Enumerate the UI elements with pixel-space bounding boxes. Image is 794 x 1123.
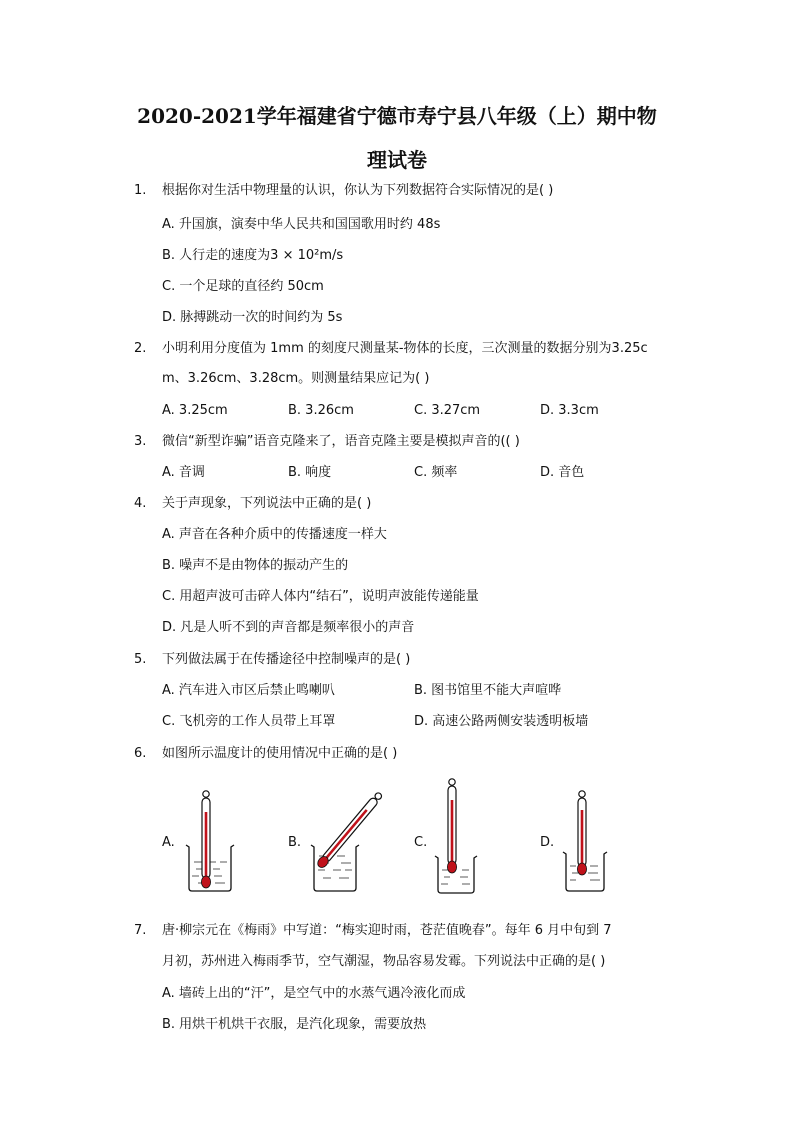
q2-option-b: B. 3.26cm <box>288 403 354 418</box>
q6-number: 6. <box>134 746 147 761</box>
page-title-line2: 理试卷 <box>367 148 427 172</box>
q3-option-a: A. 音调 <box>162 465 205 480</box>
q4-option-c: C. 用超声波可击碎人体内“结石”，说明声波能传递能量 <box>162 589 479 604</box>
q3-text: 微信“新型诈骗”语音克隆来了，语音克隆主要是模拟声音的(( ) <box>162 434 520 449</box>
q5-option-d: D. 高速公路两侧安装透明板墙 <box>414 714 589 729</box>
q5-option-c: C. 飞机旁的工作人员带上耳罩 <box>162 714 336 729</box>
q7-number: 7. <box>134 923 147 938</box>
q6-option-d: D. <box>540 835 555 850</box>
thermometer-figure-c <box>432 770 492 895</box>
q5-option-b: B. 图书馆里不能大声喧哗 <box>414 683 562 698</box>
q3-option-b: B. 响度 <box>288 465 332 480</box>
q2-number: 2. <box>134 341 147 356</box>
q3-number: 3. <box>134 434 147 449</box>
q5-number: 5. <box>134 652 147 667</box>
q1-option-d: D. 脉搏跳动一次的时间约为 5s <box>162 310 343 325</box>
q2-option-a: A. 3.25cm <box>162 403 228 418</box>
q3-option-c: C. 频率 <box>414 465 458 480</box>
q4-number: 4. <box>134 496 147 511</box>
q7-option-b: B. 用烘干机烘干衣服，是汽化现象，需要放热 <box>162 1017 427 1032</box>
thermometer-figure-b <box>305 770 390 895</box>
q7-text-line2: 月初，苏州进入梅雨季节，空气潮湿，物品容易发霉。下列说法中正确的是( ) <box>162 954 606 969</box>
q4-option-b: B. 噪声不是由物体的振动产生的 <box>162 558 349 573</box>
page-title-line1: 2020-2021学年福建省宁德市寿宁县八年级（上）期中物 <box>137 104 657 128</box>
q7-option-a: A. 墙砖上出的“汗”，是空气中的水蒸气遇冷液化而成 <box>162 986 466 1001</box>
q1-option-b: B. 人行走的速度为3 × 10²m/s <box>162 248 344 263</box>
q7-text-line1: 唐·柳宗元在《梅雨》中写道：“梅实迎时雨，苍茫值晚春”。每年 6 月中旬到 7 <box>162 923 612 938</box>
q2-text-line1: 小明利用分度值为 1mm 的刻度尺测量某-物体的长度，三次测量的数据分别为3.25c <box>162 341 648 356</box>
q2-text-line2: m、3.26cm、3.28cm。则测量结果应记为( ) <box>162 371 430 386</box>
q6-option-b: B. <box>288 835 302 850</box>
q2-option-c: C. 3.27cm <box>414 403 481 418</box>
q2-option-d: D. 3.3cm <box>540 403 599 418</box>
thermometer-figure-d <box>560 770 620 895</box>
thermometer-figure-a <box>180 770 240 895</box>
q5-option-a: A. 汽车进入市区后禁止鸣喇叭 <box>162 683 335 698</box>
q4-option-a: A. 声音在各种介质中的传播速度一样大 <box>162 527 387 542</box>
q6-text: 如图所示温度计的使用情况中正确的是( ) <box>162 746 398 761</box>
q4-option-d: D. 凡是人听不到的声音都是频率很小的声音 <box>162 620 415 635</box>
q5-text: 下列做法属于在传播途径中控制噪声的是( ) <box>162 652 411 667</box>
q6-option-a: A. <box>162 835 175 850</box>
q1-text: 根据你对生活中物理量的认识，你认为下列数据符合实际情况的是( ) <box>162 183 554 198</box>
q3-option-d: D. 音色 <box>540 465 585 480</box>
q1-option-c: C. 一个足球的直径约 50cm <box>162 279 324 294</box>
q6-option-c: C. <box>414 835 428 850</box>
q1-number: 1. <box>134 183 147 198</box>
q4-text: 关于声现象，下列说法中正确的是( ) <box>162 496 372 511</box>
q1-option-a: A. 升国旗，演奏中华人民共和国国歌用时约 48s <box>162 217 441 232</box>
